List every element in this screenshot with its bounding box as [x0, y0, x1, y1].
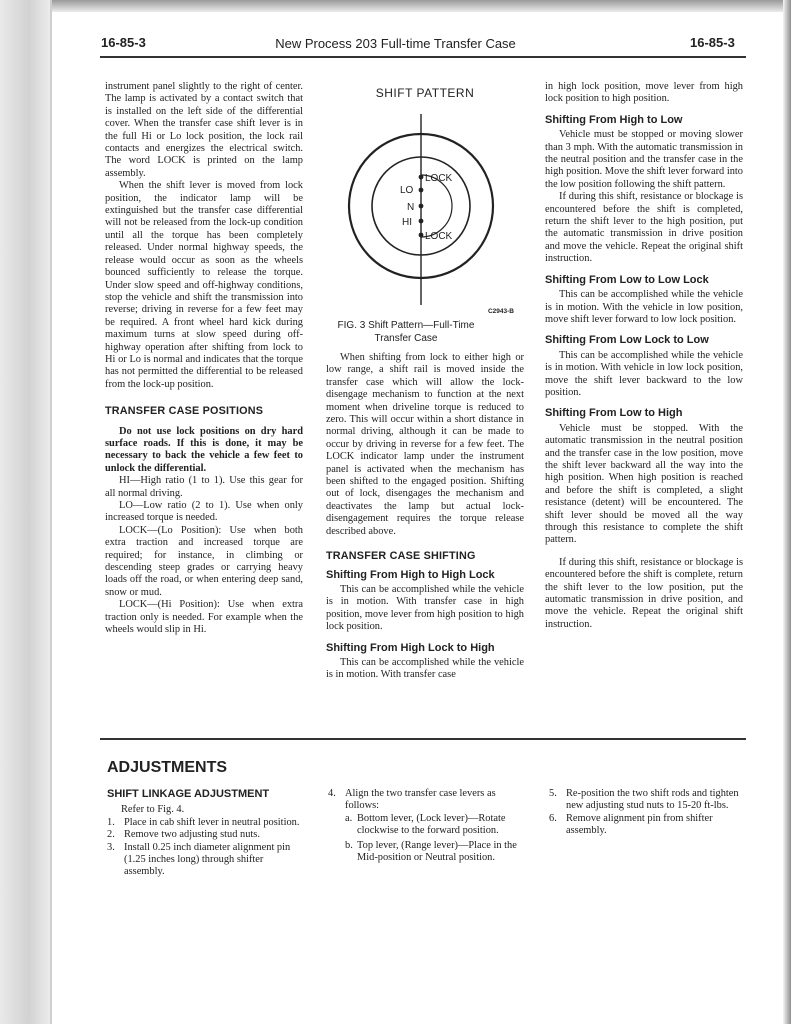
- paragraph: This can be accomplished while the vehicle is in motion. With vehicle in low lock position, move the shift lever backward to the low position.: [545, 349, 743, 398]
- step-number: 4.: [328, 788, 336, 799]
- sub-step: [345, 813, 526, 838]
- section-heading: TRANSFER CASE POSITIONS: [105, 405, 264, 418]
- step-text: Install 0.25 inch diameter alignment pin (1.25 inches long) through shifter assembly.: [124, 841, 291, 878]
- step-text: Place in cab shift lever in neutral position.: [124, 816, 300, 828]
- list-item: [107, 817, 305, 829]
- label-lock-bottom: LOCK: [425, 231, 453, 242]
- list-item: [549, 788, 747, 813]
- figure-title: SHIFT PATTERN: [375, 86, 475, 100]
- paragraph: If during this shift, resistance or blockage is encountered before the shift is completed, return the shift lever to the high position, put the automatic transmission in drive position and move the vehicle. Repeat the original shift instruction.: [545, 191, 743, 265]
- paragraph: Refer to Fig. 4.: [121, 804, 185, 816]
- sub-step-text: Top lever, (Range lever)—Place in the Mid-position or Neutral position.: [357, 839, 517, 864]
- step-number: 3.: [107, 841, 115, 853]
- label-hi: HI: [402, 217, 412, 228]
- position-dot-lo: [419, 188, 424, 193]
- paragraph: HI—High ratio (1 to 1). Use this gear for all normal driving.: [105, 475, 303, 499]
- scan-top-shadow: [0, 0, 791, 12]
- label-lo: LO: [400, 185, 414, 196]
- header-rule: [100, 56, 746, 58]
- page-number-right: 16-85-3: [690, 35, 735, 50]
- adjustments-column-3: [549, 788, 747, 838]
- list-item: [107, 829, 305, 841]
- position-dot-hi: [419, 219, 424, 224]
- column-3: [545, 81, 743, 631]
- subheading: SHIFT LINKAGE ADJUSTMENT: [107, 788, 270, 800]
- step-number: 1.: [107, 816, 115, 828]
- figure-caption: [318, 320, 494, 345]
- paragraph: in high lock position, move lever from high lock position to high position.: [545, 81, 743, 105]
- sub-step-text: Bottom lever, (Lock lever)—Rotate clockwise to the forward position.: [357, 812, 506, 837]
- sub-step-letter: a.: [345, 812, 353, 824]
- subheading: Shifting From Low Lock to Low: [545, 334, 709, 347]
- section-rule: [100, 738, 746, 740]
- scan-right-shadow: [783, 0, 791, 1024]
- paragraph: When the shift lever is moved from lock position, the indicator lamp will be extinguished but the transfer case differential will not be released from the lock-up condition until all the torque has been completely released. Under normal highway speeds, the release would occur as soon as the wheels bounced sufficiently to release the torque. Under slow speed and off-highway conditions, stop the vehicle and shift the transmission into reverse; driving in reverse for a few feet may be required. A front wheel hard kick during maximum turns at slow speed during off-highway operation after shifting from lock to Hi or Lo is normal and indicates that the torque has not permitted the differential to be released from the lock-up position.: [105, 180, 303, 390]
- label-n: N: [407, 202, 415, 213]
- paragraph: LO—Low ratio (2 to 1). Use when only increased torque is needed.: [105, 500, 303, 524]
- column-2: [326, 352, 524, 682]
- page-number-left: 16-85-3: [101, 35, 146, 50]
- binding-edge: [50, 0, 52, 1024]
- paragraph: This can be accomplished while the vehicle is in motion. With transfer case: [326, 656, 524, 681]
- list-item: [549, 813, 747, 838]
- column-1: [105, 81, 303, 636]
- paragraph: If during this shift, resistance or blockage is encountered before the shift is complete, return the shift lever to the low position, put the automatic transmission in drive position, and move the vehicle. Repeat the original shift instruction.: [545, 556, 743, 630]
- sub-step-letter: b.: [345, 839, 353, 851]
- paragraph: This can be accomplished while the vehicle is in motion. With transfer case in high position, move lever from high position to high lock position.: [326, 583, 524, 633]
- position-dot-n: [419, 204, 424, 209]
- gate-arc: [421, 175, 452, 237]
- position-dot-lock-bottom: [419, 233, 424, 238]
- paragraph: LOCK—(Hi Position): Use when extra traction only is needed. For example when the wheels would slip in Hi.: [105, 599, 303, 636]
- paragraph: instrument panel slightly to the right of center. The lamp is activated by a contact switch that is installed on the left side of the differential cover. When the transfer case shift lever is in the full Hi or Lo lock position, the lock rail contacts and energizes the electrical switch. The word LOCK is printed on the lamp assembly.: [105, 81, 303, 179]
- subheading: Shifting From Low to High: [545, 407, 683, 420]
- step-text: Remove alignment pin from shifter assembly.: [566, 812, 713, 837]
- sub-step: [345, 840, 526, 865]
- section-heading: TRANSFER CASE SHIFTING: [326, 550, 476, 563]
- running-title: New Process 203 Full-time Transfer Case: [275, 36, 516, 51]
- step-text: Remove two adjusting stud nuts.: [124, 829, 260, 841]
- step-number: 5.: [549, 788, 557, 799]
- paragraph: LOCK—(Lo Position): Use when both extra traction and increased torque are required; for instance, in climbing or descending steep grades or carrying heavy loads off the road, or when entering deep sand, snow or mud.: [105, 524, 303, 598]
- step-number: 2.: [107, 829, 115, 841]
- paragraph: This can be accomplished while the vehicle is in motion. With the vehicle in low position, move shift lever forward to low lock position.: [545, 289, 743, 325]
- step-text: Re-position the two shift rods and tighten new adjusting stud nuts to 15-20 ft-lbs.: [566, 788, 739, 812]
- label-lock-top: LOCK: [425, 173, 453, 184]
- list-item: [107, 842, 305, 879]
- list-item: [328, 788, 526, 813]
- adjustments-title: ADJUSTMENTS: [107, 759, 228, 776]
- figure-code: C2943-B: [487, 308, 514, 315]
- adjustments-column-2: [328, 788, 526, 864]
- paragraph: When shifting from lock to either high or low range, a shift rail is moved inside the transfer case which will allow the lock-disengage mechanism to function at the next moment when driveline torque is reduced to zero. This will occur within a short distance in normal driving, although it can be made to occur by driving in reverse for a few feet. The LOCK indicator lamp under the instrument panel is activated when the mechanism has been shifted to the engaged position. Shifting out of lock, disengages the mechanism and deactivates the lamp but actual lock-disengagement requires the torque release described above.: [326, 352, 524, 537]
- step-text: Align the two transfer case levers as follows:: [345, 788, 496, 812]
- subheading: Shifting From Low to Low Lock: [545, 273, 709, 286]
- shift-pattern-diagram: [325, 100, 525, 325]
- position-dot-lock-top: [419, 175, 424, 180]
- subheading: Shifting From High to Low: [545, 113, 683, 126]
- paragraph: Vehicle must be stopped or moving slower than 3 mph. With the automatic transmission in the neutral position and the transfer case in the high position. Move the shift lever forward into the low position following the shift pattern.: [545, 129, 743, 190]
- paragraph: Vehicle must be stopped. With the automatic transmission in the neutral position and the transfer case in the low position, move the shift lever backward all the way into the high position. When high position is reached and before the shift is completed, a slight resistance (detent) will be encountered. The shift lever should be moved all the way through this resistance to complete the shift pattern.: [545, 422, 743, 546]
- adjustments-column-1: [107, 788, 305, 879]
- subheading: Shifting From High to High Lock: [326, 568, 495, 581]
- step-number: 6.: [549, 812, 557, 824]
- warning-note: Do not use lock positions on dry hard surface roads. If this is done, it may be necessary to back the vehicle a few feet to unlock the differential.: [105, 425, 303, 474]
- page-binding-margin: [0, 0, 52, 1024]
- caption-line: Transfer Case: [374, 332, 438, 344]
- caption-line: FIG. 3 Shift Pattern—Full-Time: [337, 320, 475, 331]
- subheading: Shifting From High Lock to High: [326, 641, 495, 654]
